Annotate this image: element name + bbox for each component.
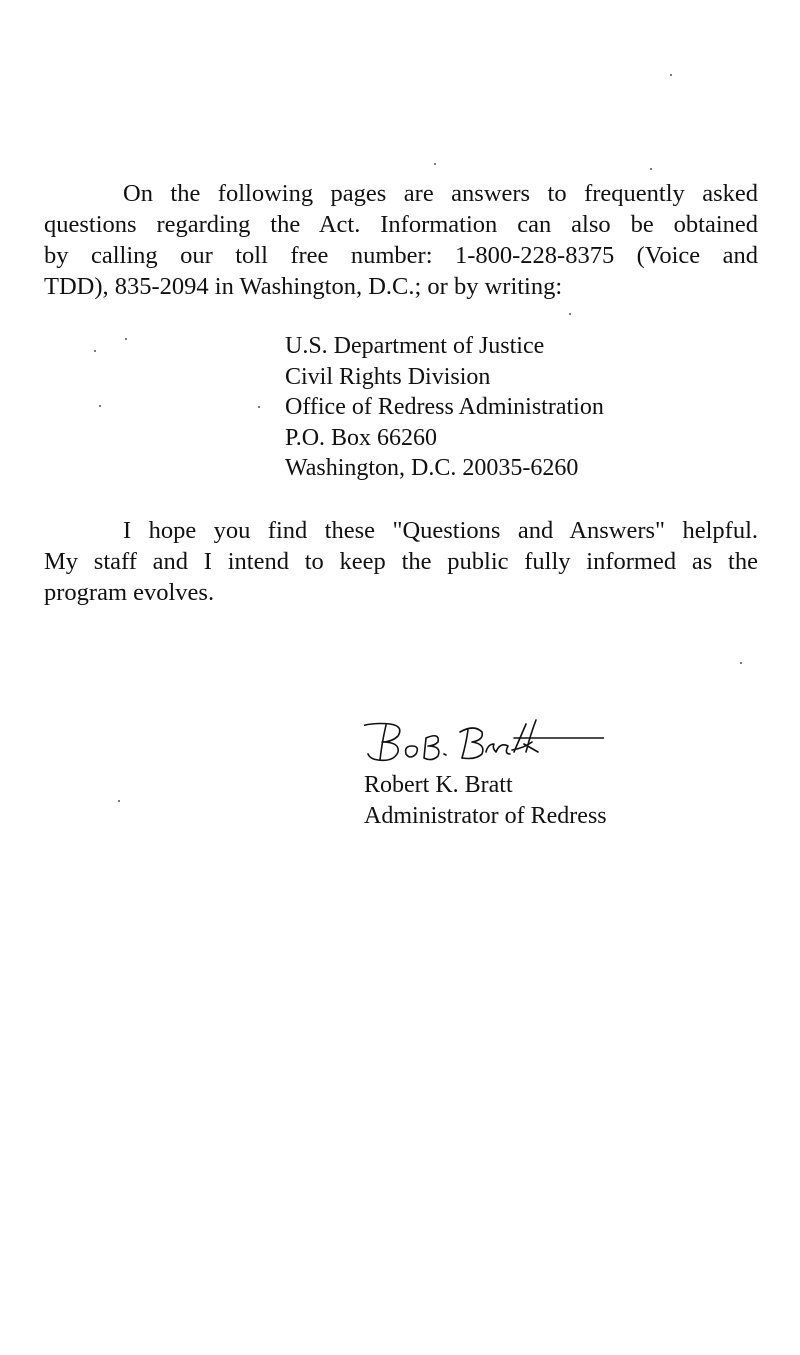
- intro-paragraph: [44, 178, 758, 302]
- scan-speck: [258, 406, 260, 408]
- closing-line: My staff and I intend to keep the public fully informed as the: [44, 548, 758, 575]
- intro-line: by calling our toll free number: 1-800-228-8375 (Voice and: [44, 242, 758, 269]
- scan-speck: [99, 405, 101, 407]
- scan-speck: [125, 338, 127, 340]
- address-line: U.S. Department of Justice: [285, 333, 545, 359]
- closing-line: program evolves.: [44, 579, 215, 606]
- scan-speck: [670, 74, 672, 76]
- closing-line: I hope you find these "Questions and Answers" helpful.: [123, 517, 758, 544]
- scan-speck: [740, 662, 742, 664]
- signature-block: [364, 712, 607, 831]
- handwritten-signature: [364, 712, 604, 768]
- address-line: Washington, D.C. 20035-6260: [285, 455, 579, 481]
- scan-speck: [434, 163, 436, 165]
- scan-speck: [569, 313, 571, 315]
- address-line: Civil Rights Division: [285, 363, 491, 390]
- intro-line: TDD), 835-2094 in Washington, D.C.; or by writing:: [44, 273, 563, 300]
- signer-name: Robert K. Bratt: [364, 772, 513, 798]
- scan-speck: [94, 350, 96, 352]
- mailing-address: [285, 331, 604, 484]
- scan-speck: [118, 800, 120, 802]
- signer-title: Administrator of Redress: [364, 802, 607, 829]
- address-line: Office of Redress Administration: [285, 394, 604, 420]
- address-line: P.O. Box 66260: [285, 424, 438, 451]
- scan-speck: [650, 168, 652, 170]
- closing-paragraph: [44, 515, 758, 608]
- intro-line: questions regarding the Act. Information can also be obtained: [44, 211, 758, 238]
- intro-line: On the following pages are answers to frequently asked: [123, 180, 758, 207]
